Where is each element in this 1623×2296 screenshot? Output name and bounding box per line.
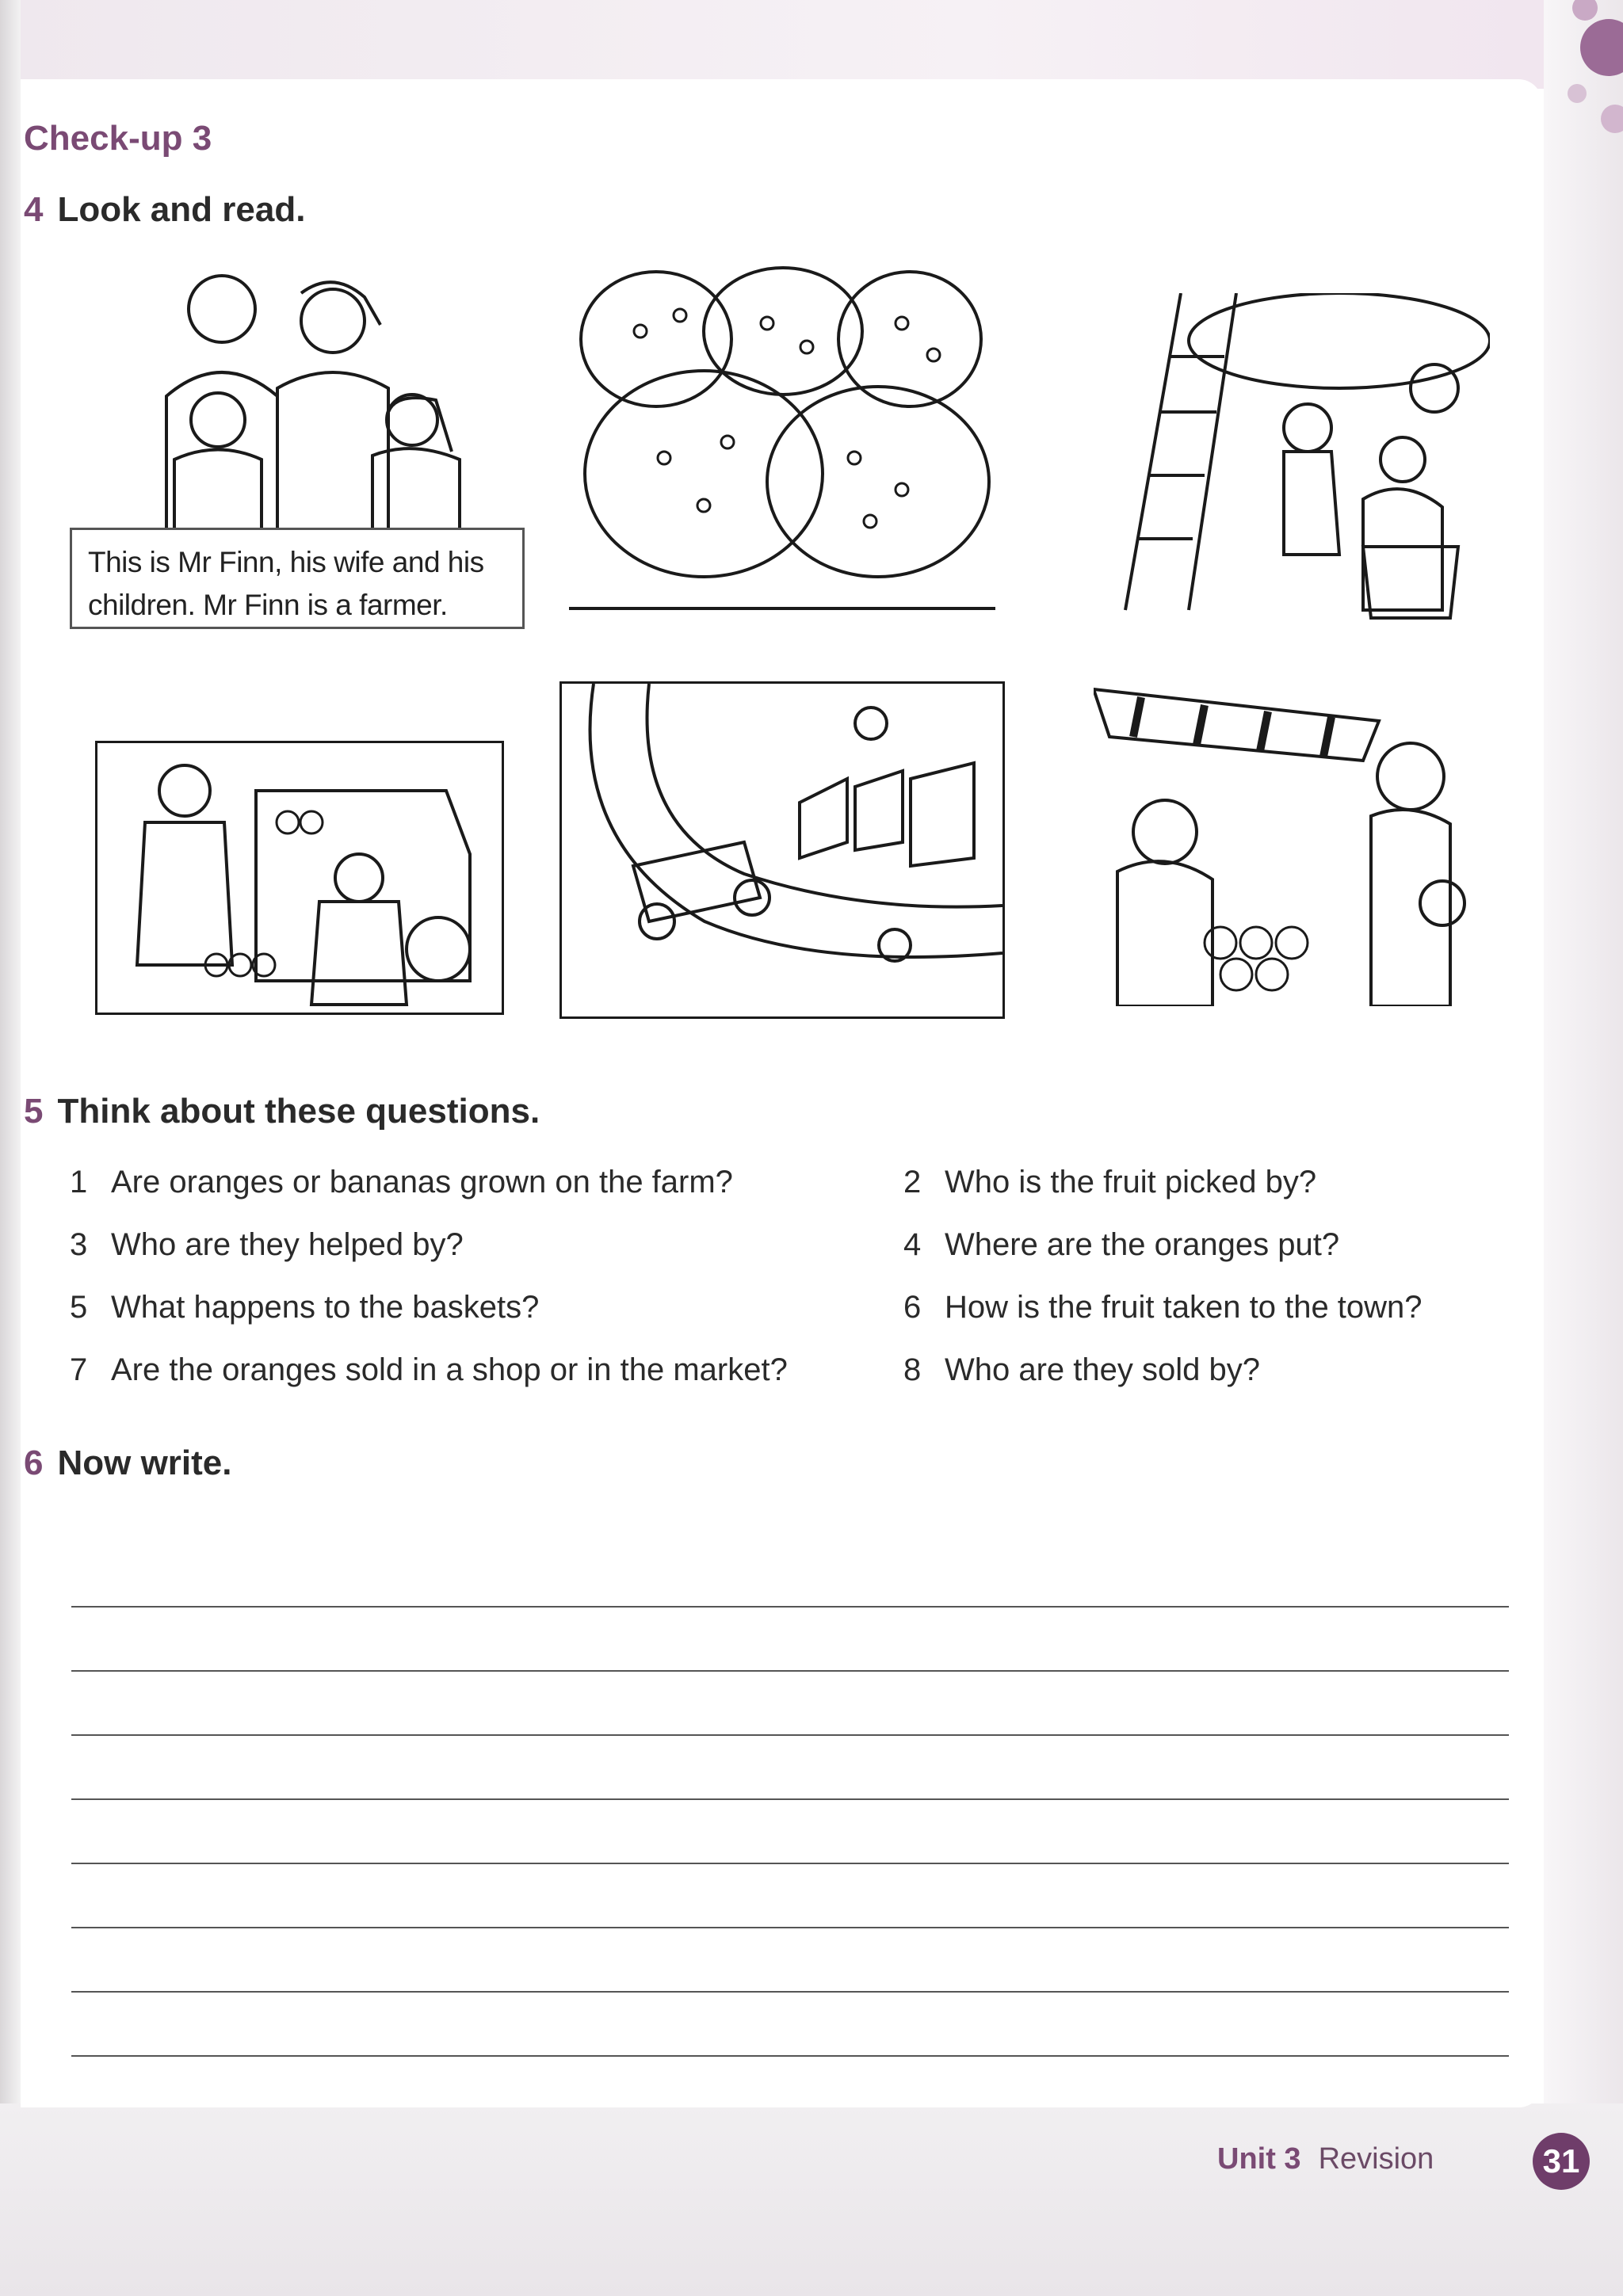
question-text: Who are they sold by? (945, 1352, 1260, 1387)
writing-line[interactable] (71, 1672, 1509, 1736)
caption-text: This is Mr Finn, his wife and his children. Mr Finn is a farmer. (88, 546, 484, 621)
footer-unit-label (1217, 2142, 1434, 2176)
exercise-number: 5 (24, 1092, 44, 1131)
question-item (70, 1348, 903, 1391)
writing-lines (71, 1543, 1509, 2057)
writing-line[interactable] (71, 1543, 1509, 1608)
question-item (903, 1286, 1514, 1329)
question-text: Are the oranges sold in a shop or in the market? (111, 1352, 788, 1387)
exercise-4-heading (24, 190, 305, 230)
picture-market (1094, 673, 1490, 1006)
picture-loading-truck (95, 741, 504, 1015)
exercise-title: Now write. (57, 1444, 232, 1482)
question-item (903, 1161, 1514, 1203)
footer-section: Revision (1318, 2142, 1434, 2176)
question-number: 5 (70, 1290, 88, 1325)
exercise-number: 4 (24, 190, 44, 229)
page-edge (1544, 0, 1623, 2296)
picture-picking-fruit (1102, 293, 1490, 626)
writing-line[interactable] (71, 1928, 1509, 1993)
question-number: 7 (70, 1352, 88, 1387)
decorative-dots-icon (1529, 0, 1623, 158)
exercise-title: Look and read. (57, 190, 306, 229)
picture-road-to-town (559, 681, 1005, 1019)
picture-family (119, 254, 491, 531)
question-item (70, 1286, 903, 1329)
section-title: Check-up 3 (24, 119, 212, 158)
question-item (903, 1348, 1514, 1391)
question-text: Who is the fruit picked by? (945, 1165, 1317, 1199)
question-item (70, 1161, 903, 1203)
exercise-6-heading (24, 1444, 232, 1483)
question-number: 6 (903, 1290, 922, 1325)
question-number: 8 (903, 1352, 922, 1387)
question-number: 1 (70, 1165, 88, 1199)
question-number: 3 (70, 1227, 88, 1262)
writing-line[interactable] (71, 1800, 1509, 1864)
question-number: 2 (903, 1165, 922, 1199)
question-number: 4 (903, 1227, 922, 1262)
question-text: What happens to the baskets? (111, 1290, 540, 1325)
writing-line[interactable] (71, 1993, 1509, 2057)
writing-line[interactable] (71, 1608, 1509, 1672)
picture-orange-trees (569, 252, 995, 624)
question-list (70, 1161, 1512, 1391)
caption-box (70, 528, 525, 629)
question-text: Who are they helped by? (111, 1227, 464, 1262)
writing-line[interactable] (71, 1864, 1509, 1928)
exercise-number: 6 (24, 1444, 44, 1482)
question-text: Where are the oranges put? (945, 1227, 1340, 1262)
top-band (0, 0, 1623, 89)
exercise-5-heading (24, 1092, 540, 1131)
bottom-band (0, 2103, 1623, 2296)
question-text: Are oranges or bananas grown on the farm? (111, 1165, 733, 1199)
exercise-title: Think about these questions. (57, 1092, 540, 1131)
page-gutter (0, 0, 21, 2296)
writing-line[interactable] (71, 1736, 1509, 1800)
question-text: How is the fruit taken to the town? (945, 1290, 1423, 1325)
footer-unit: Unit 3 (1217, 2142, 1301, 2176)
question-item (903, 1223, 1514, 1266)
question-item (70, 1223, 903, 1266)
page-number-badge: 31 (1533, 2133, 1590, 2190)
